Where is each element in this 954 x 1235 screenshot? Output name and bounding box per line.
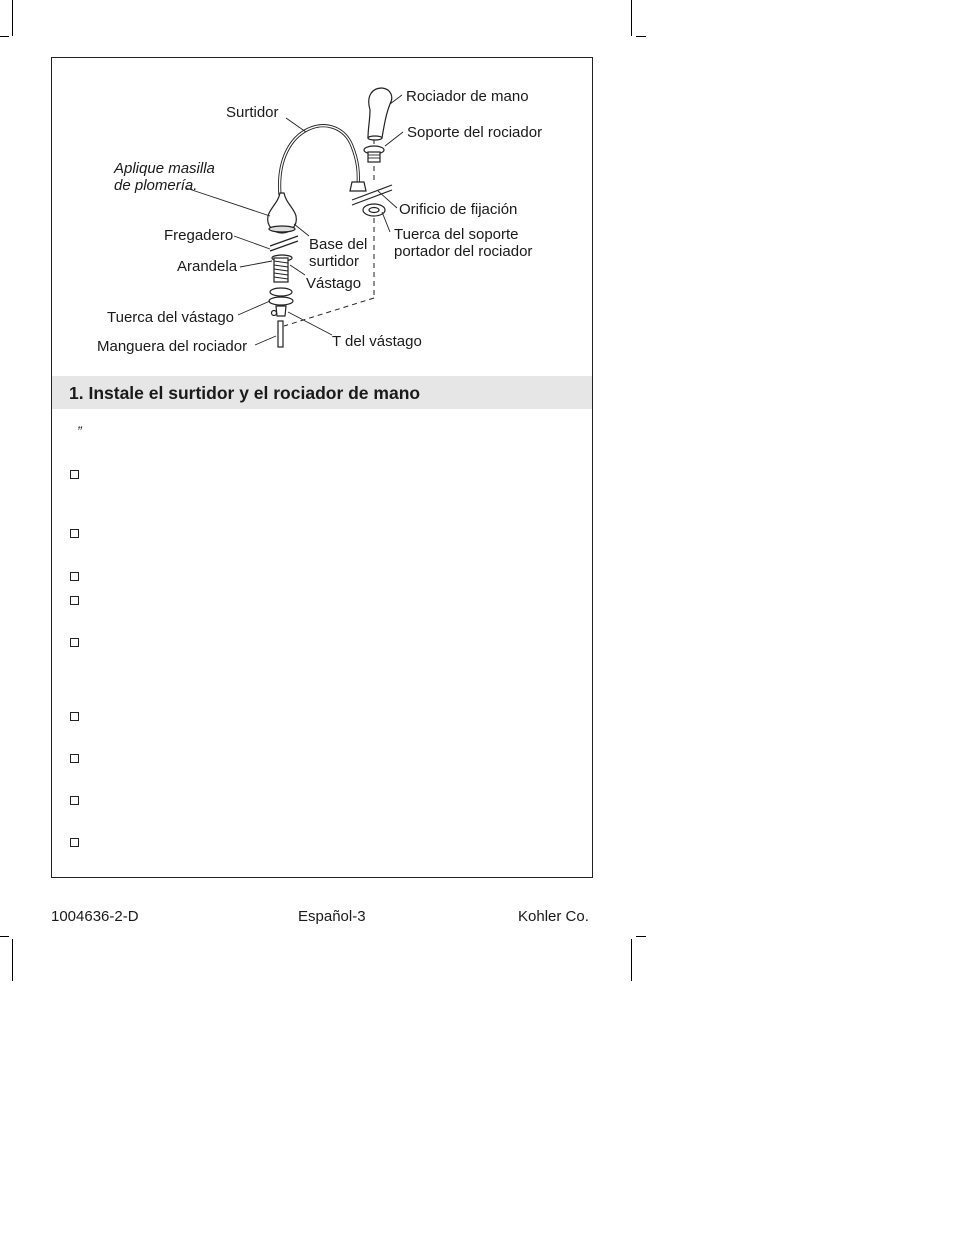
crop-mark	[0, 936, 9, 937]
step-checkbox[interactable]	[70, 638, 79, 647]
step-checkbox[interactable]	[70, 529, 79, 538]
label-aplique-masilla: Aplique masilla	[114, 160, 215, 177]
crop-mark	[12, 939, 13, 981]
label-t-vastago: T del vástago	[332, 333, 422, 350]
label-fregadero: Fregadero	[164, 227, 234, 244]
label-vastago: Vástago	[306, 275, 362, 292]
crop-mark	[636, 936, 646, 937]
crop-mark	[0, 36, 9, 37]
label-surtidor: Surtidor	[226, 104, 279, 121]
label-manguera-rociador: Manguera del rociador	[97, 338, 248, 355]
section-header	[52, 376, 592, 409]
spout-tip	[350, 182, 366, 191]
step-checkbox[interactable]	[70, 572, 79, 581]
label-de-plomeria: de plomería.	[114, 177, 198, 194]
instruction-frame	[51, 57, 593, 878]
quote-mark: ”	[77, 423, 82, 439]
footer-page: Español-3	[298, 908, 366, 925]
label-surtidor-base: surtidor	[309, 253, 360, 270]
label-orificio-fijacion: Orificio de fijación	[399, 201, 518, 218]
crop-mark	[631, 0, 632, 36]
step-checkbox[interactable]	[70, 796, 79, 805]
label-rociador-mano: Rociador de mano	[406, 88, 529, 105]
crop-mark	[636, 36, 646, 37]
step-checkbox[interactable]	[70, 596, 79, 605]
step-checkbox[interactable]	[70, 838, 79, 847]
section-title: 1. Instale el surtidor y el rociador de mano	[69, 383, 421, 403]
step-checkbox[interactable]	[70, 754, 79, 763]
crop-mark	[631, 939, 632, 981]
sink-slash	[270, 236, 298, 246]
crop-mark	[12, 0, 13, 36]
footer-doc-number: 1004636-2-D	[51, 908, 139, 925]
step-checkbox[interactable]	[70, 712, 79, 721]
label-tuerca-vastago: Tuerca del vástago	[107, 309, 235, 326]
shank-tee	[276, 306, 286, 316]
footer-company: Kohler Co.	[518, 908, 589, 925]
label-base-del: Base del	[309, 236, 368, 253]
sprayer-hose	[278, 321, 283, 347]
step-checkbox[interactable]	[70, 470, 79, 479]
label-tuerca-soporte: Tuerca del soporte	[394, 226, 519, 243]
label-soporte-rociador: Soporte del rociador	[407, 124, 543, 141]
shank-nut	[270, 288, 292, 296]
handspray	[368, 88, 392, 138]
label-portador-rociador: portador del rociador	[394, 243, 533, 260]
label-arandela: Arandela	[177, 258, 238, 275]
